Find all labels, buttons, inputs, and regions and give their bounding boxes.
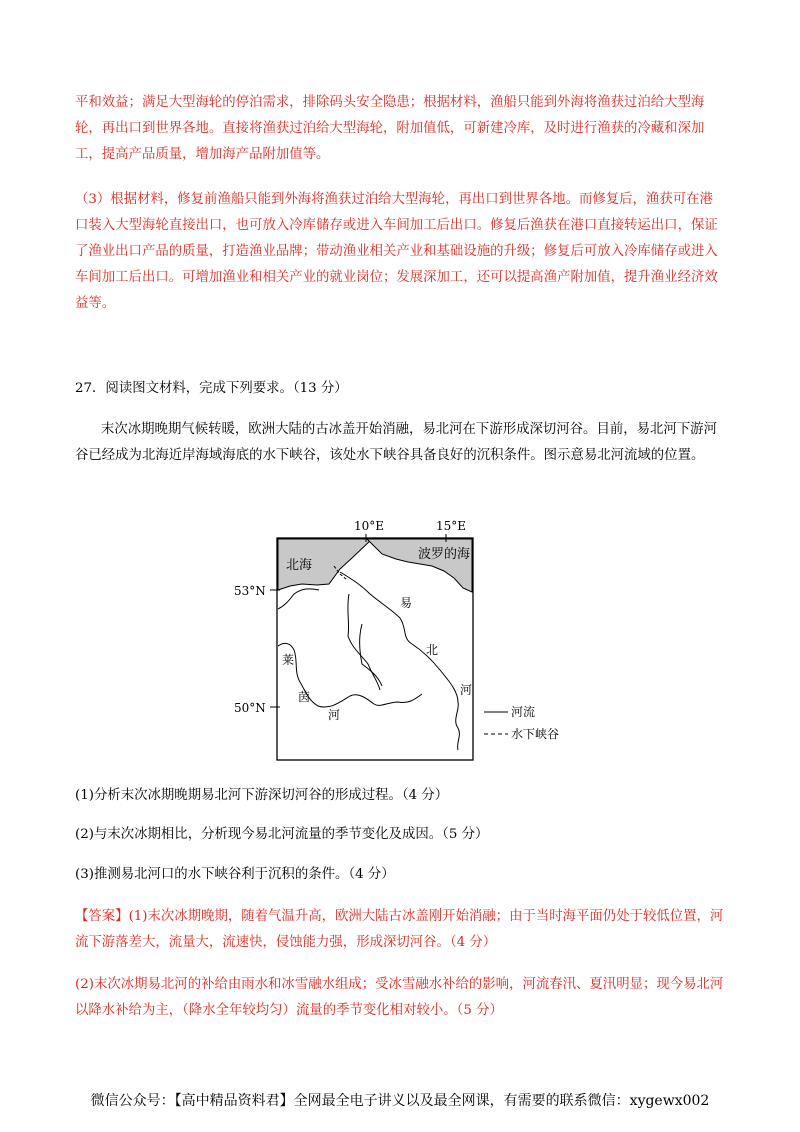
elbe-label-1: 易 xyxy=(400,596,413,610)
answer-part3-paragraph: （3）根据材料，修复前渔船只能到外海将渔获过泊给大型海轮，再出口到世界各地。而修复后，渔获可在港口装入大型海轮直接出口，也可放入冷库储存或进入车间加工后出口。修复后渔获在港口直接转运出口，保证了渔业出口产品的质量，打造渔业品牌；带动渔业相关产业和基础设施的升级；修复后可放入冷库储存或进入车间加工后出口。可增加渔业和相关产业的就业岗位；发展深加工，还可以提高渔产附加值，提升渔业经济效益等。 xyxy=(75,192,718,311)
answer-1 xyxy=(75,904,725,956)
lon-label-10e: 10°E xyxy=(354,519,385,533)
north-sea-label: 北海 xyxy=(286,558,313,573)
question-title: 27．阅读图文材料，完成下列要求。（13 分） xyxy=(75,381,348,396)
answer-continuation-paragraph: 平和效益；满足大型海轮的停泊需求，排除码头安全隐患；根据材料，渔船只能到外海将渔获过泊给大型海轮，再出口到世界各地。直接将渔获过泊给大型海轮，附加值低，可新建冷库，及时进行渔获的冷藏和深加工，提高产品质量，增加海产品附加值等。 xyxy=(75,95,705,162)
legend-canyon-label: 水下峡谷 xyxy=(511,727,560,741)
elbe-label-3: 河 xyxy=(460,683,473,697)
elbe-map xyxy=(222,514,582,764)
coastline xyxy=(278,589,319,609)
footer-text: 微信公众号：【高中精品资料君】全网最全电子讲义以及最全网课，有需要的联系微信：xygewx002 xyxy=(90,1093,710,1109)
rhine-label-1: 莱 xyxy=(282,653,295,667)
rhine-label-2: 茵 xyxy=(298,690,311,704)
subquestion-1: (1)分析末次冰期晚期易北河下游深切河谷的形成过程。（4 分） xyxy=(75,788,449,803)
lat-label-50n: 50°N xyxy=(234,701,266,715)
question-material: 末次冰期晚期气候转暖，欧洲大陆的古冰盖开始消融，易北河在下游形成深切河谷。目前，易北河下游河谷已经成为北海近岸海域海底的水下峡谷，该处水下峡谷具备良好的沉积条件。图示意易北河流域的位置。 xyxy=(75,422,717,463)
subquestion-3: (3)推测易北河口的水下峡谷利于沉积的条件。（4 分） xyxy=(75,867,395,882)
rhine-label-3: 河 xyxy=(328,708,341,722)
elbe-tributary xyxy=(360,624,382,686)
answer-1-text: (1)末次冰期晚期，随着气温升高，欧洲大陆古冰盖刚开始消融；由于当时海平面仍处于较低位置，河流下游落差大，流量大，流速快，侵蚀能力强，形成深切河谷。（4 分） xyxy=(75,909,724,950)
page-footer xyxy=(0,1090,800,1110)
subquestion-2: (2)与末次冰期相比，分析现今易北河流量的季节变化及成因。（5 分） xyxy=(75,827,489,842)
answer-2: (2)末次冰期易北河的补给由雨水和冰雪融水组成；受冰雪融水补给的影响，河流春汛、夏汛明显；现今易北河以降水补给为主，（降水全年较均匀）流量的季节变化相对较小。（5 分） xyxy=(75,977,724,1018)
answer-tag: 【答案】 xyxy=(75,909,129,924)
legend-river-label: 河流 xyxy=(511,705,536,719)
baltic-sea-label: 波罗的海 xyxy=(418,547,471,562)
lon-label-15e: 15°E xyxy=(436,519,467,533)
lat-label-53n: 53°N xyxy=(234,584,266,598)
elbe-label-2: 北 xyxy=(426,643,439,657)
